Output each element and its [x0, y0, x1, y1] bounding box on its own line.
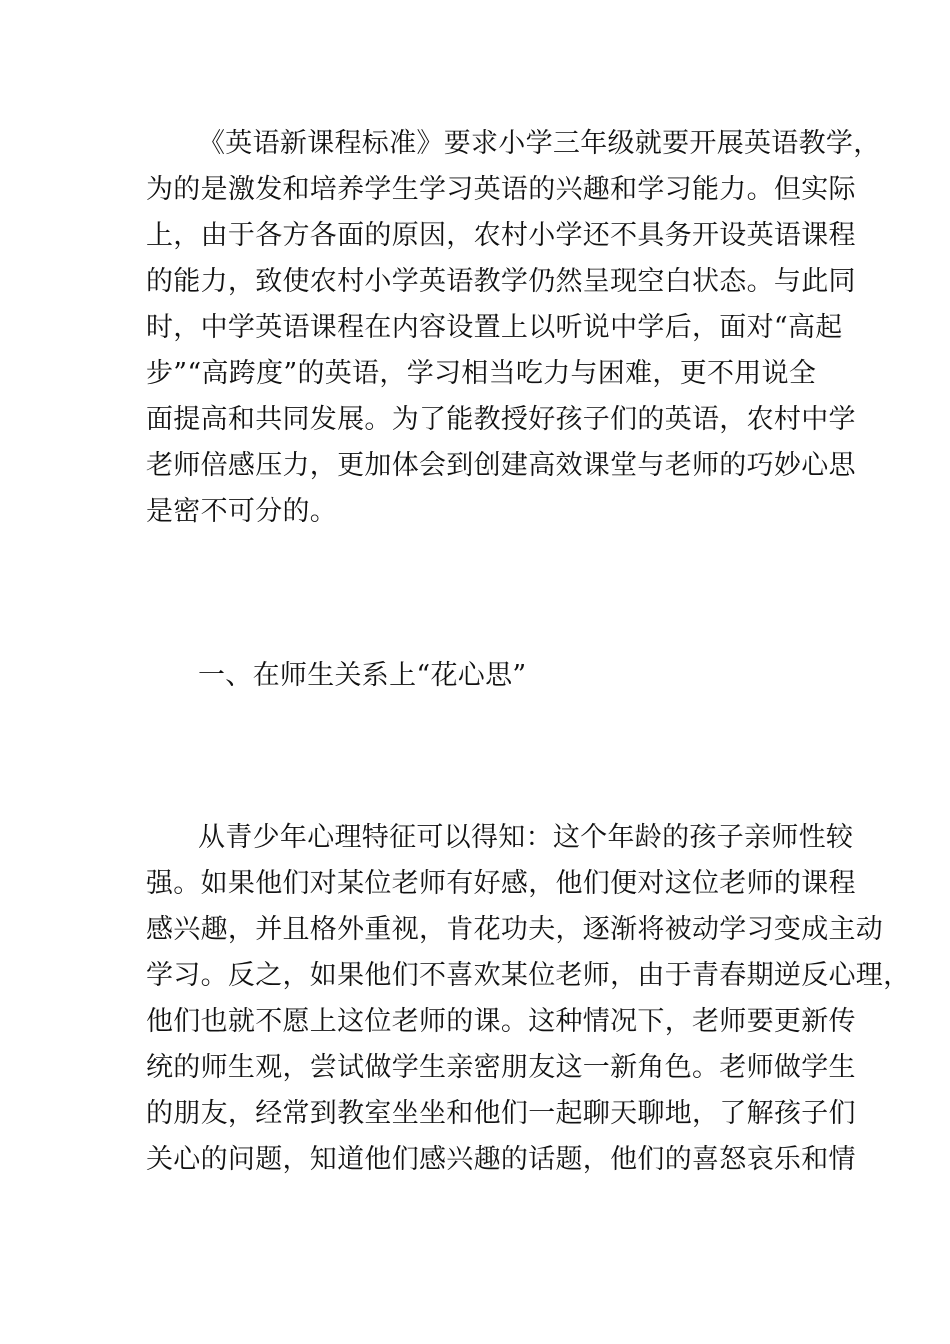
paragraph-line: 关心的问题，知道他们感兴趣的话题，他们的喜怒哀乐和情	[146, 1144, 856, 1175]
paragraph-line: 《英语新课程标准》要求小学三年级就要开展英语教学，	[198, 128, 881, 159]
paragraph-line: 感兴趣，并且格外重视，肯花功夫，逐渐将被动学习变成主动	[146, 914, 884, 945]
paragraph-line: 强。如果他们对某位老师有好感，他们便对这位老师的课程	[146, 868, 856, 899]
paragraph-line: 从青少年心理特征可以得知：这个年龄的孩子亲师性较	[198, 822, 854, 853]
paragraph-line: 老师倍感压力，更加体会到创建高效课堂与老师的巧妙心思	[146, 450, 856, 481]
section-heading: 一、在师生关系上“花心思”	[198, 660, 527, 691]
paragraph-line: 上，由于各方各面的原因，农村小学还不具务开设英语课程	[146, 220, 856, 251]
paragraph-line: 他们也就不愿上这位老师的课。这种情况下，老师要更新传	[146, 1006, 856, 1037]
paragraph-line: 学习。反之，如果他们不喜欢某位老师，由于青春期逆反心理，	[146, 960, 911, 991]
paragraph-line: 的朋友，经常到教室坐坐和他们一起聊天聊地，了解孩子们	[146, 1098, 856, 1129]
paragraph-line: 步”“高跨度”的英语，学习相当吃力与困难，更不用说全	[146, 358, 817, 389]
paragraph-line: 统的师生观，尝试做学生亲密朋友这一新角色。老师做学生	[146, 1052, 856, 1083]
paragraph-line: 的能力，致使农村小学英语教学仍然呈现空白状态。与此同	[146, 266, 856, 297]
paragraph-line: 为的是激发和培养学生学习英语的兴趣和学习能力。但实际	[146, 174, 856, 205]
paragraph-line: 面提高和共同发展。为了能教授好孩子们的英语，农村中学	[146, 404, 856, 435]
paragraph-line: 是密不可分的。	[146, 496, 338, 527]
paragraph-line: 时，中学英语课程在内容设置上以听说中学后，面对“高起	[146, 312, 843, 343]
